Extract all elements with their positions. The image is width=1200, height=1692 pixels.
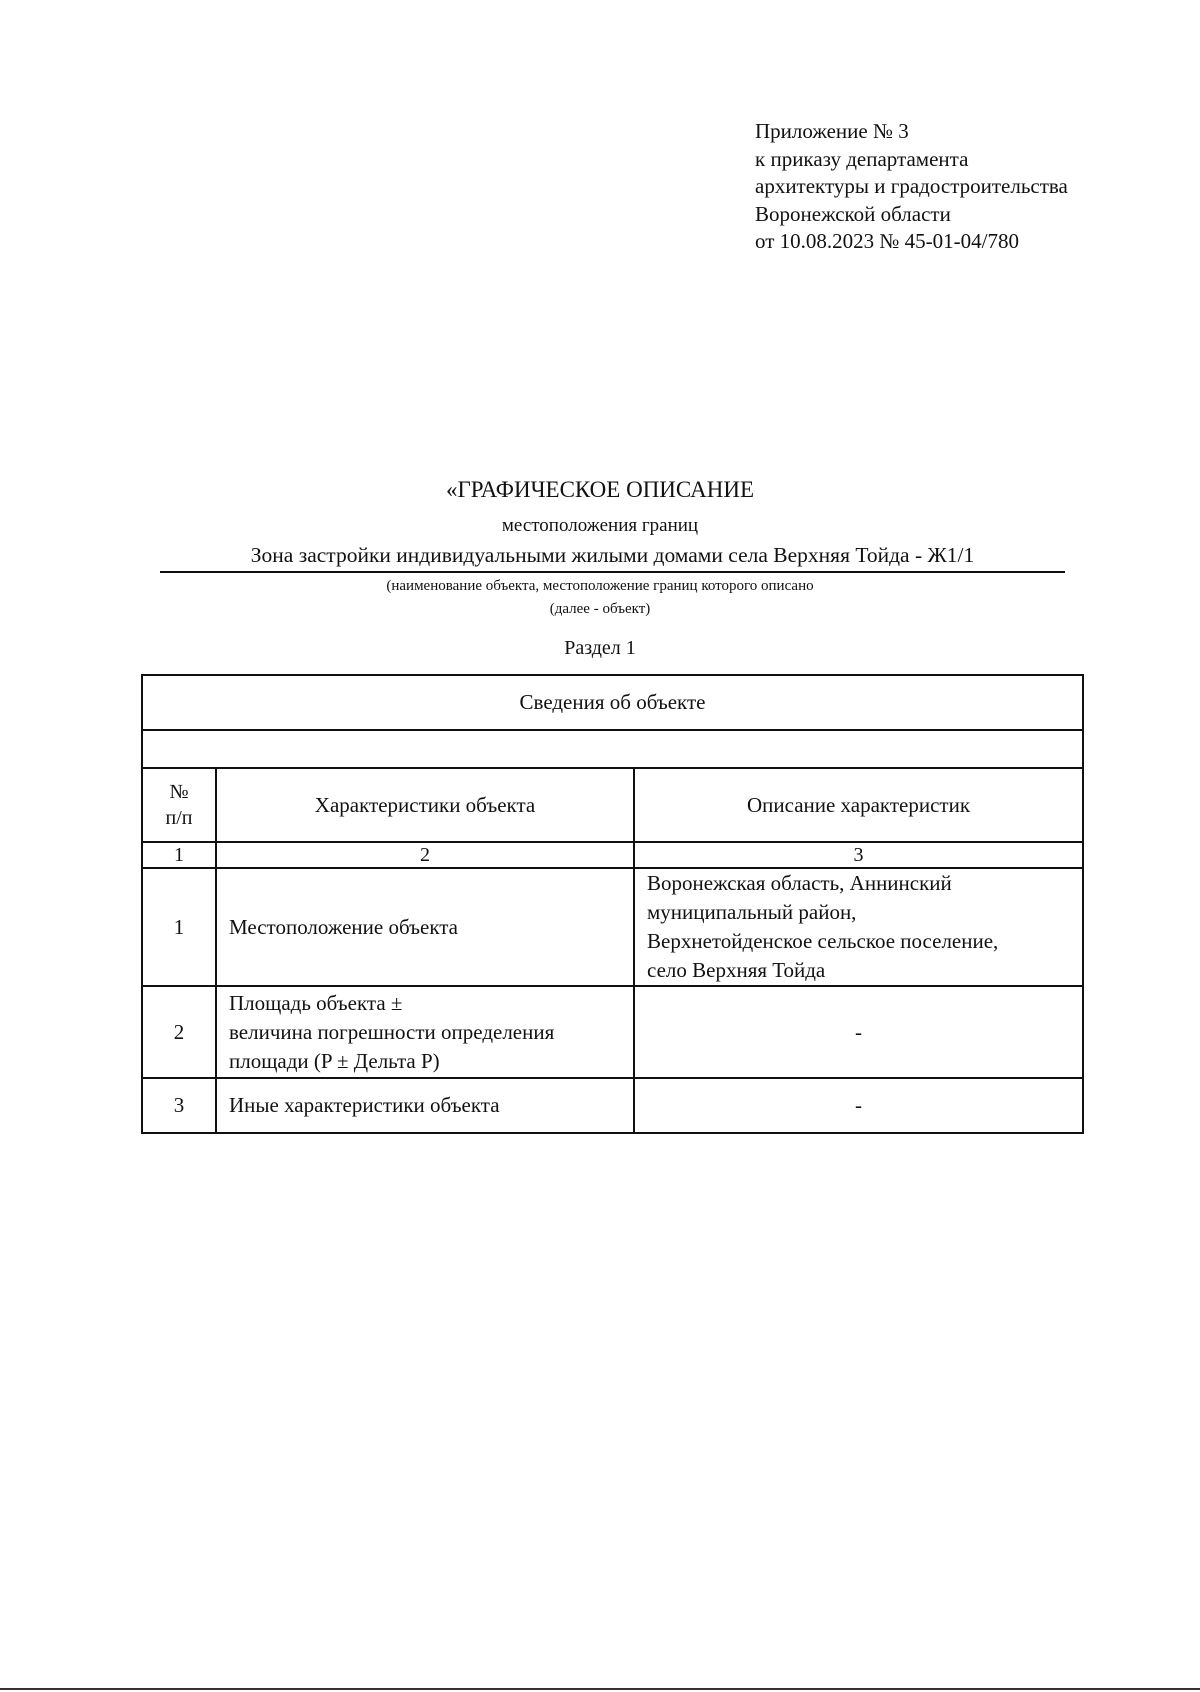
appendix-line: архитектуры и градостроительства: [755, 174, 1068, 198]
table-row: [142, 1078, 1083, 1133]
table-empty-row: [142, 730, 1083, 768]
table-header-row: [142, 768, 1083, 842]
header-description: Описание характеристик: [634, 768, 1083, 842]
row-characteristic: [216, 986, 634, 1078]
page-bottom-divider: [0, 1688, 1200, 1690]
description-line: Верхнетойденское сельское поселение,: [647, 929, 999, 953]
characteristic-line: Площадь объекта ±: [229, 990, 403, 1015]
table-index-row: [142, 842, 1083, 868]
appendix-block: [755, 118, 1068, 256]
description-line: Воронежская область, Аннинский: [647, 871, 952, 895]
document-title: «ГРАФИЧЕСКОЕ ОПИСАНИЕ: [445, 477, 754, 502]
table-row: [142, 986, 1083, 1078]
header-num-line: №: [169, 781, 189, 803]
description-line: -: [855, 1019, 862, 1044]
description-line: муниципальный район,: [647, 900, 857, 924]
table-row: [142, 868, 1083, 986]
row-characteristic: [216, 1078, 634, 1133]
appendix-line: от 10.08.2023 № 45-01-04/780: [755, 229, 1020, 253]
characteristic-line: Местоположение объекта: [229, 914, 459, 939]
appendix-line: Воронежской области: [755, 201, 951, 226]
index-cell: 1: [142, 842, 216, 868]
row-description: [634, 986, 1083, 1078]
header-characteristics: Характеристики объекта: [216, 768, 634, 842]
document-subtitle: местоположения границ: [501, 515, 699, 536]
object-info-table: [141, 674, 1084, 1134]
header-num: [142, 768, 216, 842]
row-description: [634, 1078, 1083, 1133]
characteristic-line: величина погрешности определения: [229, 1019, 555, 1044]
row-description: [634, 868, 1083, 986]
table-caption-row: [142, 675, 1083, 730]
description-line: село Верхняя Тойда: [647, 958, 826, 982]
object-name-note: (наименование объекта, местоположение границ которого описано: [386, 578, 814, 594]
row-num: 2: [142, 986, 216, 1078]
empty-cell: [142, 730, 1083, 768]
appendix-line: к приказу департамента: [755, 146, 969, 171]
object-name-note-2: (далее - объект): [549, 601, 651, 617]
description-line: -: [855, 1093, 862, 1117]
appendix-line: Приложение № 3: [755, 119, 909, 143]
row-characteristic: [216, 868, 634, 986]
characteristic-line: площади (P ± Дельта P): [229, 1048, 440, 1073]
table-caption: Сведения об объекте: [142, 675, 1083, 730]
section-heading: Раздел 1: [564, 637, 636, 659]
row-num: 3: [142, 1078, 216, 1133]
row-num: 1: [142, 868, 216, 986]
index-cell: 2: [216, 842, 634, 868]
characteristic-line: Иные характеристики объекта: [229, 1093, 500, 1117]
index-cell: 3: [634, 842, 1083, 868]
object-name: Зона застройки индивидуальными жилыми домами села Верхняя Тойда - Ж1/1: [160, 543, 1065, 573]
header-num-line: п/п: [165, 807, 193, 829]
